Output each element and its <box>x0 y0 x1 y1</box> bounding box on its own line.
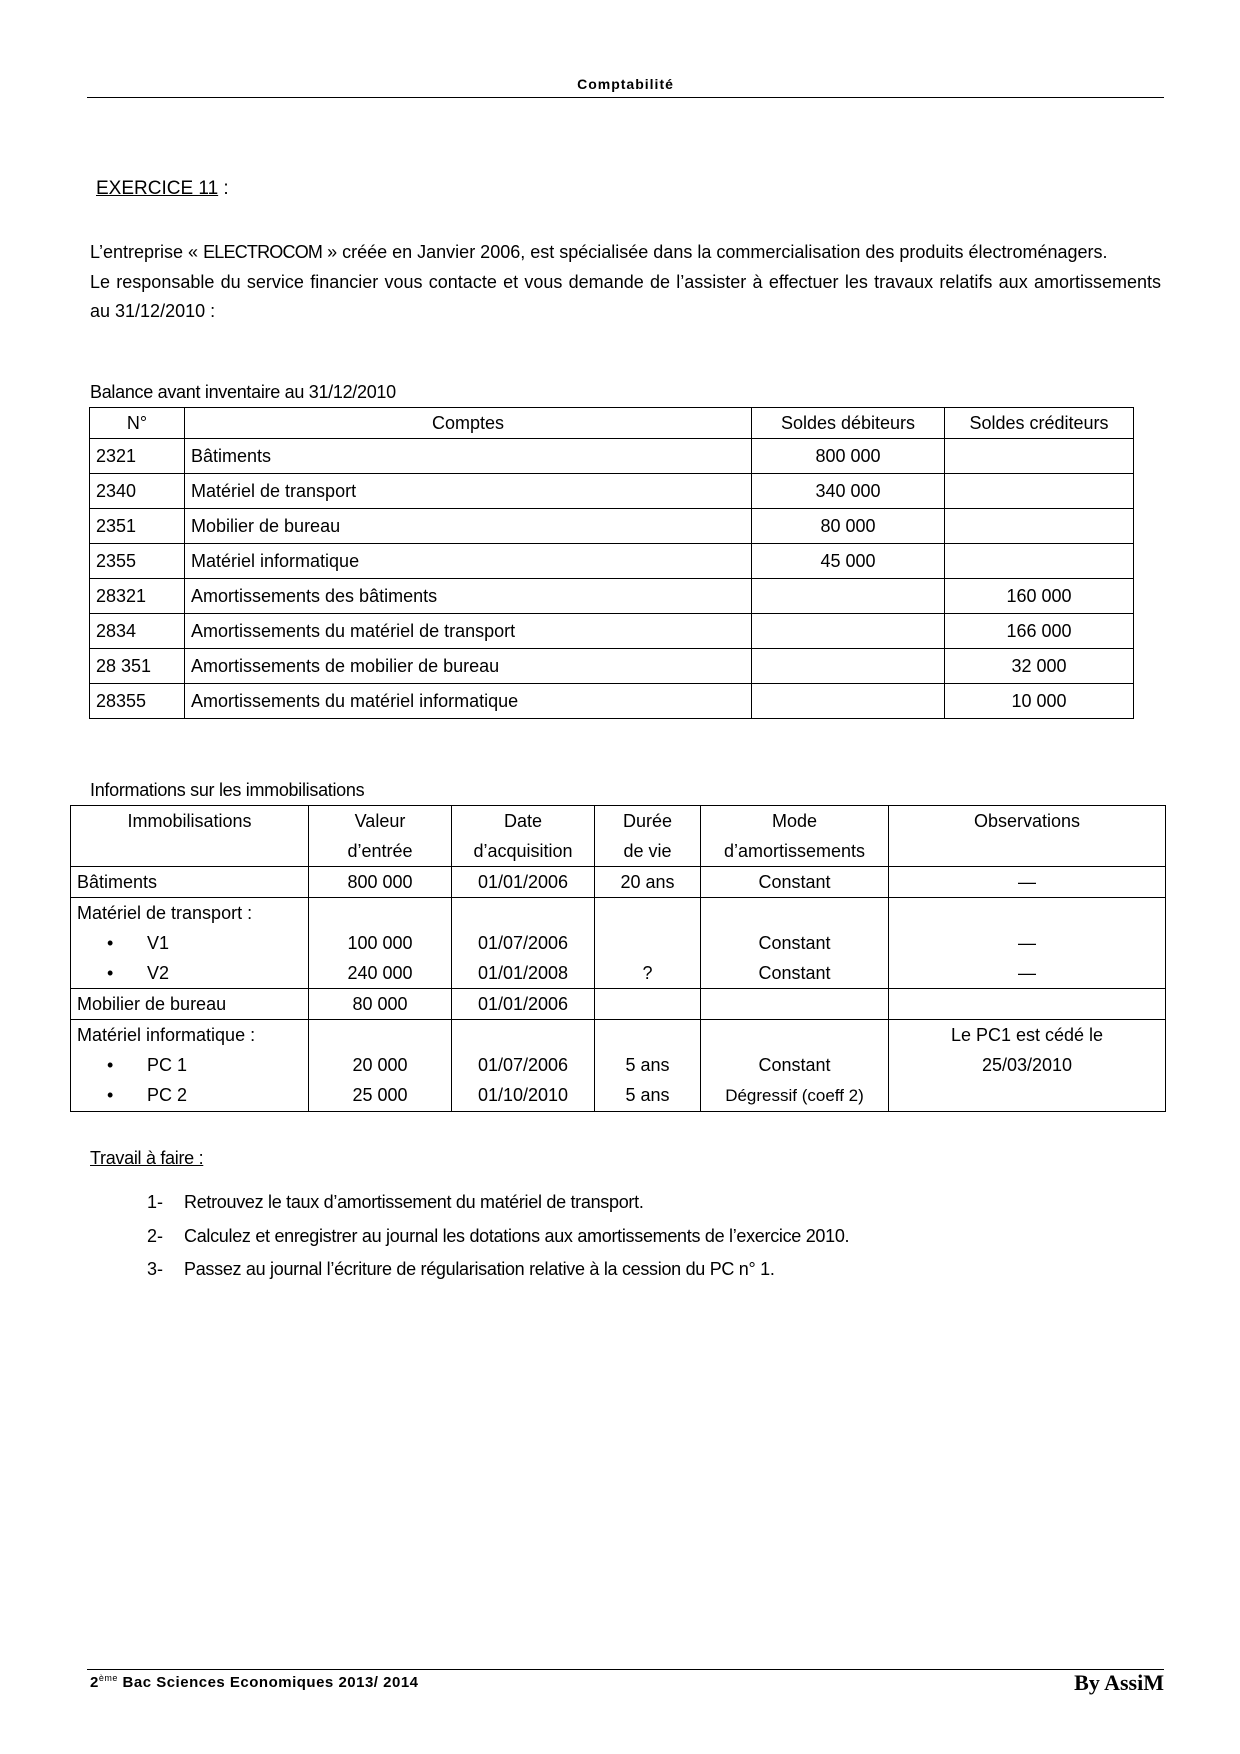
col-header <box>71 806 309 867</box>
col-header-line: Valeur <box>354 811 406 831</box>
footer-level <box>90 1673 419 1691</box>
cell <box>945 509 1134 544</box>
exercise-title-suffix: : <box>218 178 229 199</box>
col-header: Soldes créditeurs <box>945 408 1134 439</box>
col-header-line: Observations <box>973 811 1081 831</box>
header-divider <box>87 97 1164 98</box>
cell: Amortissements du matériel informatique <box>185 684 752 719</box>
exercise-title <box>96 178 229 200</box>
balance-row <box>90 614 1134 649</box>
col-header <box>309 806 452 867</box>
cell-value: 25/03/2010 <box>981 1055 1073 1075</box>
footer-text: Bac Sciences Economiques 2013/ 2014 <box>117 1674 419 1691</box>
cell: Amortissements des bâtiments <box>185 579 752 614</box>
info-title: Informations sur les immobilisations <box>90 780 365 800</box>
cell-value: ? <box>642 963 653 983</box>
col-header <box>701 806 889 867</box>
cell: 28 351 <box>90 649 185 684</box>
col-header: Soldes débiteurs <box>752 408 945 439</box>
cell-value: Constant <box>758 963 831 983</box>
col-header: N° <box>90 408 185 439</box>
cell-value: Le PC1 est cédé le <box>950 1025 1104 1045</box>
balance-row <box>90 684 1134 719</box>
intro <box>90 238 1161 327</box>
cell: 28321 <box>90 579 185 614</box>
cell: 2834 <box>90 614 185 649</box>
cell-value: 100 000 <box>347 933 413 953</box>
cell-value: 25 000 <box>352 1085 408 1105</box>
cell-value: 240 000 <box>347 963 413 983</box>
cell <box>71 898 309 989</box>
cell: 2321 <box>90 439 185 474</box>
cell: 01/01/2006 <box>452 989 595 1020</box>
col-header: Comptes <box>185 408 752 439</box>
cell-value: Dégressif (coeff 2) <box>725 1086 864 1105</box>
cell: 80 000 <box>752 509 945 544</box>
cell <box>889 898 1166 989</box>
cell <box>595 1020 701 1112</box>
task-item <box>147 1259 849 1293</box>
bullet-item: • PC 1 <box>77 1055 187 1075</box>
info-header-row <box>71 806 1166 867</box>
col-header-line: Durée <box>622 811 673 831</box>
cell: Amortissements de mobilier de bureau <box>185 649 752 684</box>
col-header-line: Immobilisations <box>127 811 252 831</box>
cell: 800 000 <box>309 867 452 898</box>
cell <box>452 1020 595 1112</box>
intro-text: » créée en Janvier 2006, est spécialisée dans la commercialisation des produits électroménagers. <box>322 242 1108 262</box>
cell-value: 01/10/2010 <box>477 1085 569 1105</box>
cell-label: Matériel de transport : <box>77 903 253 923</box>
cell: 2355 <box>90 544 185 579</box>
task-text: Passez au journal l’écriture de régularisation relative à la cession du PC n° 1. <box>184 1259 775 1279</box>
cell: Amortissements du matériel de transport <box>185 614 752 649</box>
intro-paragraph-2: Le responsable du service financier vous contacte et vous demande de l’assister à effectuer les travaux relatifs aux amortissements au 31/12/2010 : <box>90 271 1161 321</box>
bullet-item: • V2 <box>77 963 169 983</box>
cell-value: Constant <box>758 1055 831 1075</box>
balance-table <box>89 407 1134 719</box>
cell <box>889 989 1166 1020</box>
balance-row <box>90 439 1134 474</box>
task-number: 2- <box>147 1225 164 1246</box>
cell-value: 5 ans <box>625 1055 670 1075</box>
col-header-line: d’amortissements <box>723 841 866 861</box>
cell <box>309 898 452 989</box>
col-header-line: Date <box>503 811 543 831</box>
footer-level-num: 2 <box>90 1674 99 1691</box>
cell: Bâtiments <box>71 867 309 898</box>
col-header <box>595 806 701 867</box>
cell <box>752 649 945 684</box>
task-text: Calculez et enregistrer au journal les dotations aux amortissements de l’exercice 2010. <box>184 1225 850 1246</box>
cell: 20 ans <box>595 867 701 898</box>
cell-value: 01/01/2008 <box>477 963 569 983</box>
cell <box>701 898 889 989</box>
cell: Bâtiments <box>185 439 752 474</box>
cell: 160 000 <box>945 579 1134 614</box>
work-title: Travail à faire : <box>90 1148 204 1168</box>
cell-label: Matériel informatique : <box>77 1025 256 1045</box>
exercise-title-text: EXERCICE 11 <box>96 178 219 199</box>
cell <box>595 898 701 989</box>
bullet-item: • PC 2 <box>77 1085 187 1105</box>
task-text: Retrouvez le taux d’amortissement du matériel de transport. <box>184 1192 644 1212</box>
cell: 28355 <box>90 684 185 719</box>
task-number: 1- <box>147 1192 164 1212</box>
cell-value: — <box>1018 933 1036 953</box>
cell-value: Constant <box>758 933 831 953</box>
balance-row <box>90 474 1134 509</box>
footer-sup: ème <box>98 1673 118 1683</box>
col-header <box>452 806 595 867</box>
col-header-line: Mode <box>771 811 818 831</box>
cell: 166 000 <box>945 614 1134 649</box>
cell: 2351 <box>90 509 185 544</box>
balance-row <box>90 579 1134 614</box>
cell <box>945 474 1134 509</box>
row-materiel-informatique <box>71 1020 1166 1112</box>
cell <box>752 684 945 719</box>
balance-row <box>90 649 1134 684</box>
cell <box>701 989 889 1020</box>
task-list <box>147 1192 849 1293</box>
intro-paragraph-1 <box>90 238 1161 268</box>
cell: 32 000 <box>945 649 1134 684</box>
cell <box>945 544 1134 579</box>
cell: Mobilier de bureau <box>71 989 309 1020</box>
cell-value: 01/07/2006 <box>477 1055 569 1075</box>
cell <box>945 439 1134 474</box>
cell: 80 000 <box>309 989 452 1020</box>
cell: 01/01/2006 <box>452 867 595 898</box>
row-batiments <box>71 867 1166 898</box>
balance-title: Balance avant inventaire au 31/12/2010 <box>90 382 396 402</box>
cell <box>452 898 595 989</box>
bullet-item: • V1 <box>77 933 169 953</box>
company-name: ELECTROCOM <box>203 242 323 262</box>
cell: 45 000 <box>752 544 945 579</box>
row-mobilier <box>71 989 1166 1020</box>
cell <box>752 579 945 614</box>
intro-text: L’entreprise « <box>90 242 204 262</box>
cell: 340 000 <box>752 474 945 509</box>
cell <box>71 1020 309 1112</box>
cell: 800 000 <box>752 439 945 474</box>
row-materiel-transport <box>71 898 1166 989</box>
cell <box>889 1020 1166 1112</box>
cell-value: 5 ans <box>625 1085 670 1105</box>
cell-value: — <box>1018 963 1036 983</box>
cell <box>595 989 701 1020</box>
cell <box>752 614 945 649</box>
cell: Constant <box>701 867 889 898</box>
cell: Mobilier de bureau <box>185 509 752 544</box>
cell-value: 20 000 <box>352 1055 408 1075</box>
task-item <box>147 1226 849 1260</box>
cell <box>701 1020 889 1112</box>
cell <box>309 1020 452 1112</box>
header-title: Comptabilité <box>577 76 674 92</box>
cell: 2340 <box>90 474 185 509</box>
task-item <box>147 1192 849 1226</box>
task-number: 3- <box>147 1259 164 1279</box>
col-header <box>889 806 1166 867</box>
col-header-line: d’acquisition <box>473 841 573 861</box>
footer-author: By AssiM <box>1074 1670 1164 1695</box>
cell: — <box>889 867 1166 898</box>
cell-value: 01/07/2006 <box>477 933 569 953</box>
col-header-line: d’entrée <box>347 841 413 861</box>
footer-divider <box>87 1669 1164 1670</box>
cell: Matériel informatique <box>185 544 752 579</box>
balance-row <box>90 509 1134 544</box>
cell: 10 000 <box>945 684 1134 719</box>
cell: Matériel de transport <box>185 474 752 509</box>
balance-header-row <box>90 408 1134 439</box>
balance-row <box>90 544 1134 579</box>
col-header-line: de vie <box>623 841 672 861</box>
immobilisations-table <box>70 805 1166 1112</box>
